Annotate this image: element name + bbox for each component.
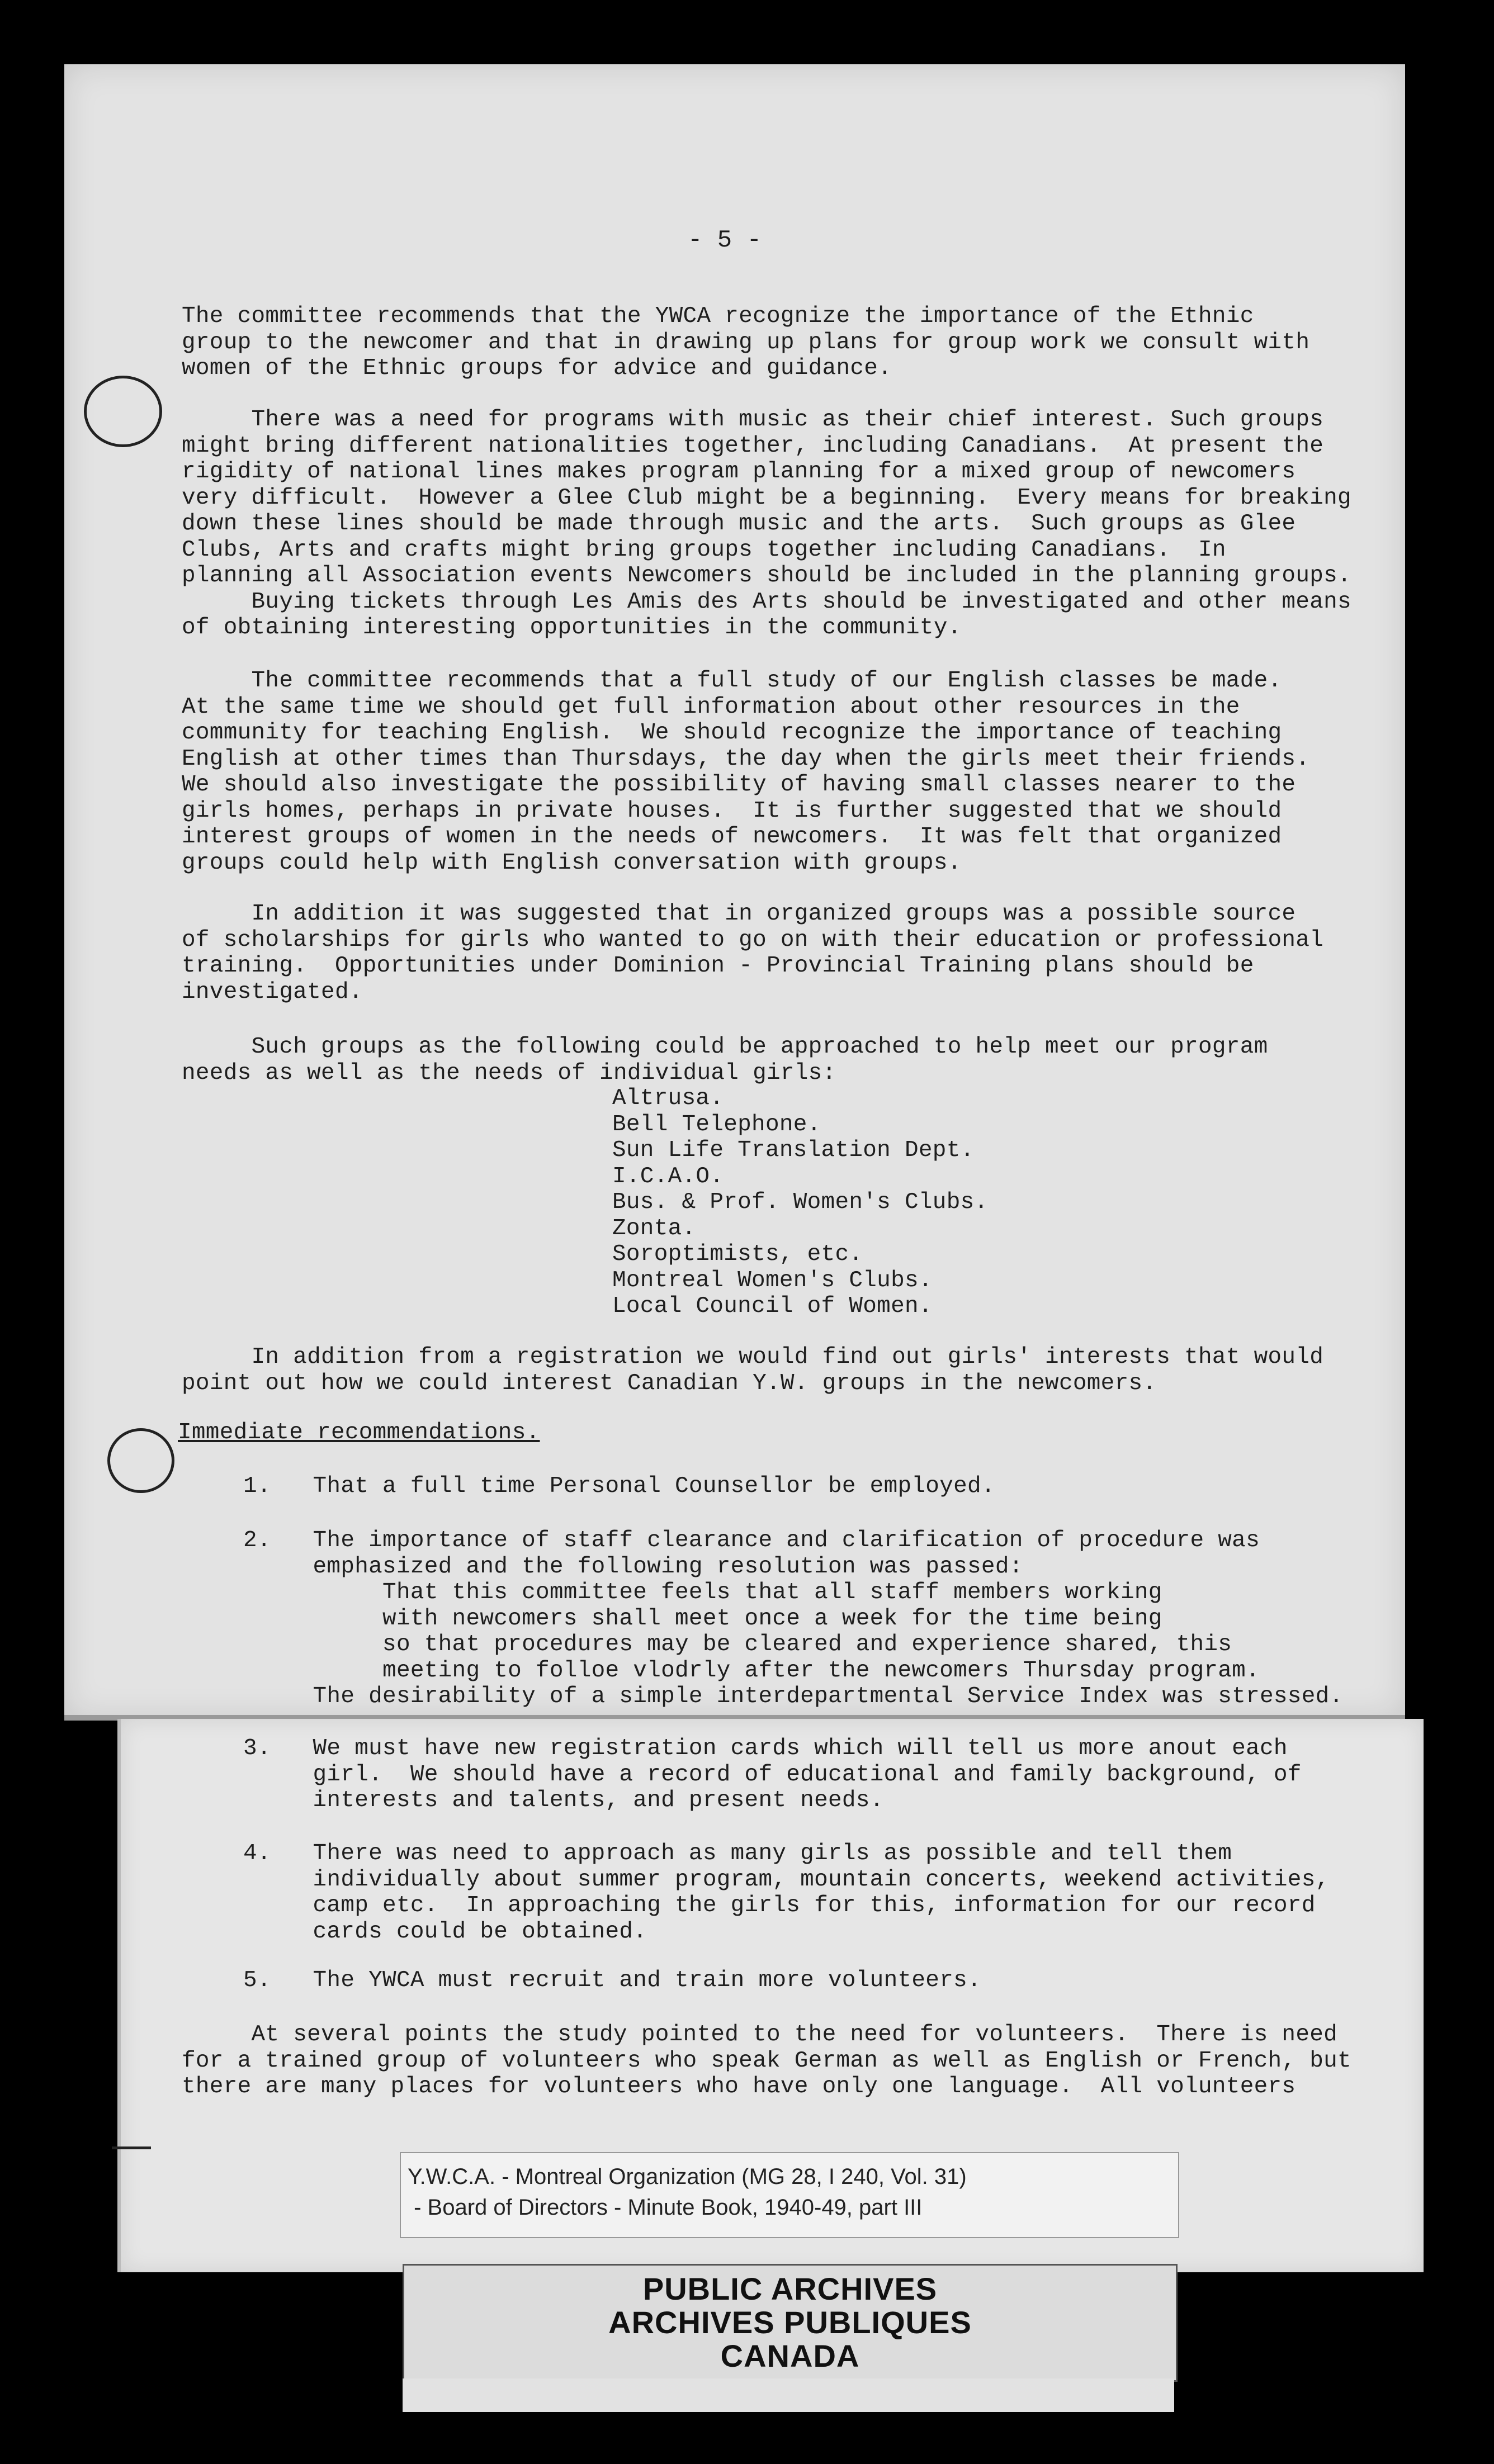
list-item: Sun Life Translation Dept. — [612, 1138, 975, 1163]
recommendation-3: 3. We must have new registration cards which will tell us more anout each girl. We should have a record of educational and family background, of interests and talents, and present needs. — [243, 1736, 1302, 1813]
paragraph-music-programs: There was a need for programs with music as their chief interest. Such groups might bring different nationalities together, including Canadians. At present the rigidity of national lines makes program planning for a mixed group of newcomers very difficult. However a Glee Club might be a beginning. Every means for breaking down these lines should be made through music and the arts. Such groups as Glee Clubs, Arts and crafts might bring groups together including Canadians. In planning all Association events Newcomers should be included in the planning groups. Buying tickets through Les Amis des Arts should be investigated and other means of obtaining interesting opportunities in the community. — [182, 407, 1351, 641]
paragraph-volunteers: At several points the study pointed to the need for volunteers. There is need for a trained group of volunteers who speak German as well as English or French, but there are many places for volunteers who have only one language. All volunteers — [182, 2022, 1351, 2100]
punch-hole-top — [84, 376, 162, 447]
list-item: Bus. & Prof. Women's Clubs. — [612, 1190, 989, 1215]
list-item: I.C.A.O. — [612, 1163, 724, 1190]
list-item: Bell Telephone. — [612, 1111, 821, 1138]
paragraph-scholarships: In addition it was suggested that in organized groups was a possible source of scholarships for girls who wanted to go on with their education or professional training. Opportunities under Dominion - Provincial Training plans should be investigated. — [182, 901, 1324, 1005]
paragraph-english-classes: The committee recommends that a full study of our English classes be made. At the same time we should get full information about other resources in the community for teaching English. We should recognize the importance of teaching English at other times than Thursdays, the day when the girls meet their friends. We should also investigate the possibility of having small classes nearer to the girls homes, perhaps in private houses. It is further suggested that we should interest groups of women in the needs of newcomers. It was felt that organized groups could help with English conversation with groups. — [182, 668, 1310, 876]
stamp-line-2: ARCHIVES PUBLIQUES — [608, 2305, 972, 2340]
public-archives-stamp — [403, 2264, 1178, 2382]
paragraph-ethnic-groups: The committee recommends that the YWCA recognize the importance of the Ethnic group to the newcomer and that in drawing up plans for group work we consult with women of the Ethnic groups for advice and guidance. — [182, 304, 1310, 381]
list-item: Soroptimists, etc. — [612, 1242, 863, 1267]
margin-mark — [112, 2146, 151, 2149]
list-item: Altrusa. — [612, 1086, 724, 1111]
recommendation-4: 4. There was need to approach as many girls as possible and tell them individually about summer program, mountain concerts, weekend activities, camp etc. In approaching the girls for this, information for our record cards could be obtained. — [243, 1841, 1330, 1945]
stamp-line-3: CANADA — [720, 2338, 860, 2373]
recommendation-1: 1. That a full time Personal Counsellor be employed. — [243, 1473, 995, 1499]
list-item: Zonta. — [612, 1215, 696, 1242]
archive-reference-label — [400, 2152, 1179, 2238]
list-item: Montreal Women's Clubs. — [612, 1267, 933, 1293]
stamp-line-1: PUBLIC ARCHIVES — [642, 2271, 938, 2306]
recommendation-5: 5. The YWCA must recruit and train more volunteers. — [243, 1968, 981, 1993]
recommendation-2: 2. The importance of staff clearance and clarification of procedure was emphasized and the following resolution was passed: That this committee feels that all staff members working with newcomers shall meet once a week for the time being so that procedures may be cleared and experience shared, this meeting to folloe vlodrly after the newcomers Thursday program. The desirability of a simple interdepartmental Service Index was stressed. — [243, 1528, 1344, 1709]
immediate-recommendations-heading: Immediate recommendations. — [178, 1420, 540, 1446]
groups-list — [612, 1086, 988, 1320]
archive-reference-line-1: Y.W.C.A. - Montreal Organization (MG 28, I 240, Vol. 31) — [408, 2164, 967, 2189]
list-item: Local Council of Women. — [612, 1293, 933, 1319]
archive-reference-line-2: - Board of Directors - Minute Book, 1940-49, part III — [408, 2195, 923, 2220]
paragraph-groups-intro: Such groups as the following could be approached to help meet our program needs as well as the needs of individual girls: — [182, 1034, 1268, 1086]
paragraph-registration: In addition from a registration we would find out girls' interests that would point out how we could interest Canadian Y.W. groups in the newcomers. — [182, 1344, 1324, 1396]
punch-hole-middle — [107, 1428, 174, 1493]
stamp-paper-strip — [403, 2378, 1174, 2412]
page-number: - 5 - — [688, 226, 762, 254]
